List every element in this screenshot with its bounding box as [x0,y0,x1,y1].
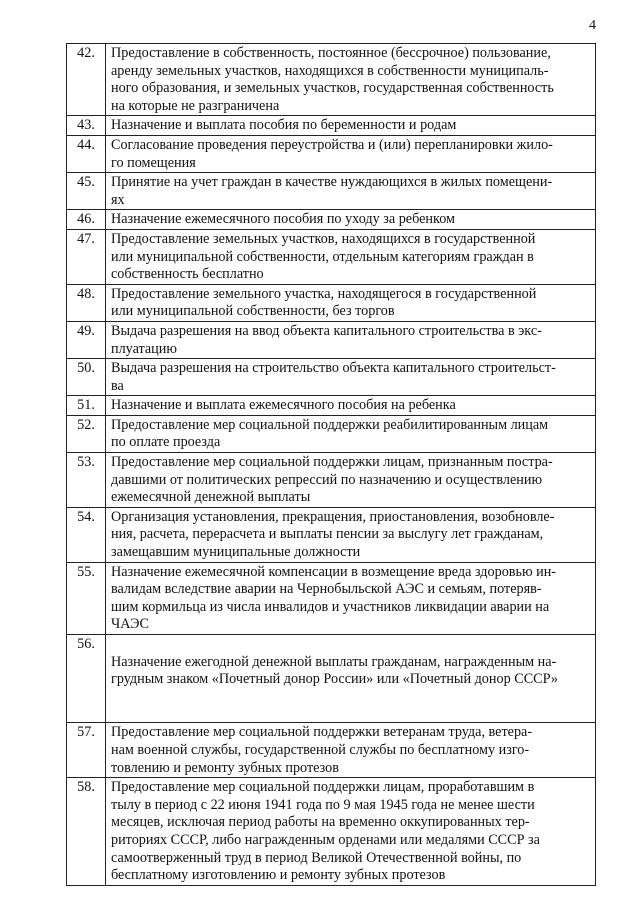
table-row [67,563,596,635]
table-row [67,116,596,136]
row-number: 49. [67,322,106,358]
row-number: 48. [67,285,106,321]
row-text: Принятие на учет граждан в качестве нуждающихся в жилых помещени- ях [106,173,596,209]
table-row [67,778,596,886]
row-text: Предоставление мер социальной поддержки лицам, проработавшим в тылу в период с 22 июня 1941 года по 9 мая 1945 года не менее шести месяцев, исключая период работы на временно оккупированных тер- риториях СССР, либо награжденным орденами или медалями СССР за самоотверженный труд в период Великой Отечественной войны, по бесплатному изготовлению и ремонту зубных протезов [106,778,596,885]
table-row [67,285,596,322]
page-number: 4 [589,18,596,33]
table-row [67,322,596,359]
row-number: 46. [67,210,106,229]
row-number: 47. [67,230,106,284]
row-text: Организация установления, прекращения, приостановления, возобновле- ния, расчета, перерасчета и выплаты пенсии за выслугу лет гражданам, замещавшим муниципальные должности [106,508,596,562]
table-row [67,359,596,396]
row-text: Предоставление земельного участка, находящегося в государственной или муниципальной собственности, без торгов [106,285,596,321]
row-number: 56. [67,635,106,722]
row-text: Назначение ежемесячного пособия по уходу за ребенком [106,210,596,229]
row-number: 55. [67,563,106,634]
row-text [106,635,596,722]
row-number: 42. [67,44,106,115]
row-number: 52. [67,416,106,452]
row-number: 58. [67,778,106,885]
row-number: 50. [67,359,106,395]
row-number: 44. [67,136,106,172]
row-text: Предоставление земельных участков, находящихся в государственной или муниципальной собственности, отдельным категориям граждан в собственность бесплатно [106,230,596,284]
table-row [67,453,596,508]
table-row [67,635,596,723]
table-row [67,416,596,453]
row-text: Предоставление мер социальной поддержки ветеранам труда, ветера- нам военной службы, государственной службы по бесплатному изго- товлению и ремонту зубных протезов [106,723,596,777]
row-number: 45. [67,173,106,209]
row-text: Назначение и выплата пособия по беременности и родам [106,116,596,135]
row-number: 53. [67,453,106,507]
table-row [67,173,596,210]
row-text: Предоставление мер социальной поддержки лицам, признанным постра- давшими от политических репрессий по назначению и осуществлению ежемесячной денежной выплаты [106,453,596,507]
table-row [67,136,596,173]
table-row [67,230,596,285]
row-text: Предоставление в собственность, постоянное (бессрочное) пользование, аренду земельных участков, находящихся в собственности муниципаль- ного образования, и земельных участков, государственная собственность на которые не разграничена [106,44,596,115]
row-number: 43. [67,116,106,135]
table-row [67,44,596,116]
row-text: Согласование проведения переустройства и (или) перепланировки жило- го помещения [106,136,596,172]
table-row [67,396,596,416]
table-row [67,210,596,230]
services-table [66,43,596,886]
row-number: 54. [67,508,106,562]
table-row [67,508,596,563]
row-number: 51. [67,396,106,415]
row-text: Назначение ежемесячной компенсации в возмещение вреда здоровью ин- валидам вследствие аварии на Чернобыльской АЭС и семьям, потеряв- шим кормильца из числа инвалидов и участников ликвидации аварии на ЧАЭС [106,563,596,634]
row-text: Выдача разрешения на ввод объекта капитального строительства в экс- плуатацию [106,322,596,358]
row-text-content: Назначение ежегодной денежной выплаты гражданам, награжденным на- грудным знаком «Почетный донор России» или «Почетный донор СССР» [111,653,558,688]
row-number: 57. [67,723,106,777]
row-text: Предоставление мер социальной поддержки реабилитированным лицам по оплате проезда [106,416,596,452]
row-text: Выдача разрешения на строительство объекта капитального строительст- ва [106,359,596,395]
table-row [67,723,596,778]
row-text: Назначение и выплата ежемесячного пособия на ребенка [106,396,596,415]
blank-space [111,689,591,705]
